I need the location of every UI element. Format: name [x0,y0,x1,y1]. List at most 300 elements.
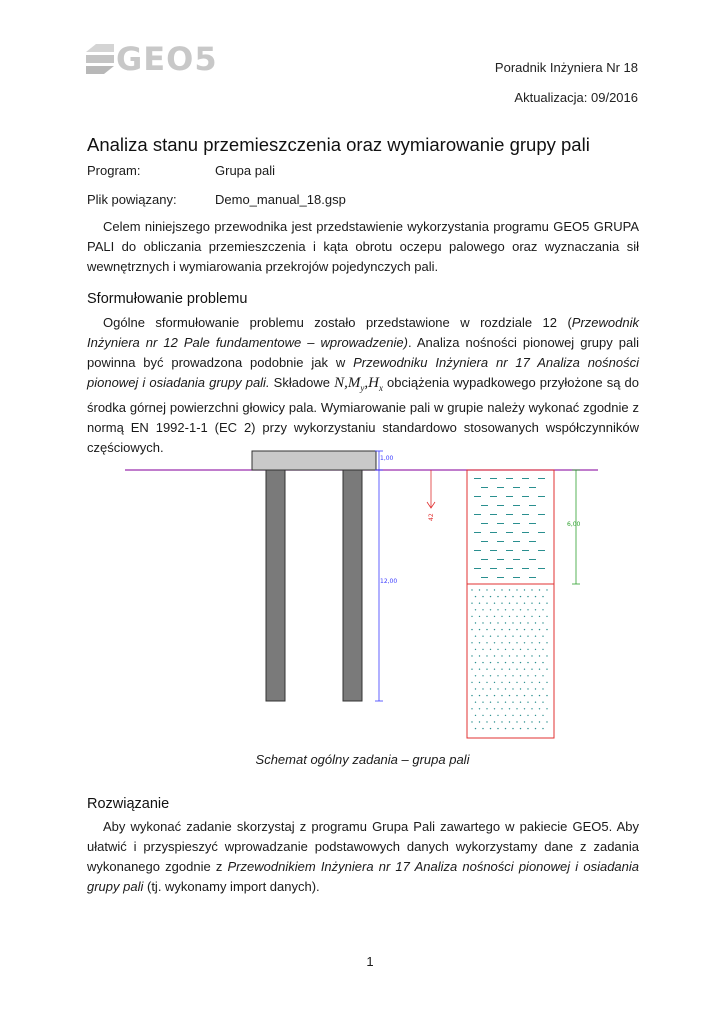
soil-dot [482,636,483,637]
soil-dot [535,688,536,689]
file-label: Plik powiązany: [87,192,177,207]
soil-dot [520,636,521,637]
soil-dot [490,688,491,689]
soil-dot [501,603,502,604]
soil-dot [542,715,543,716]
soil-dot [494,669,495,670]
water-mark [481,541,488,542]
water-mark [474,532,481,533]
soil-dot [527,622,528,623]
soil-dot [471,603,472,604]
soil-dot [520,622,521,623]
soil-dot [490,702,491,703]
soil-dot [471,616,472,617]
soil-dot [482,649,483,650]
water-mark [474,550,481,551]
water-mark [474,496,481,497]
soil-dot [512,609,513,610]
soil-dot [516,603,517,604]
soil-profile [467,470,554,738]
water-mark [522,568,529,569]
soil-dot [505,649,506,650]
water-mark [490,478,497,479]
soil-dot [542,662,543,663]
soil-dot [471,655,472,656]
soil-dot [546,616,547,617]
soil-dot [516,616,517,617]
problem-text-3: Składowe [269,375,335,390]
soil-dot [546,655,547,656]
soil-dot [505,715,506,716]
soil-dot [509,669,510,670]
soil-dot [512,596,513,597]
soil-dot [539,616,540,617]
soil-dot [512,715,513,716]
water-mark [497,487,504,488]
soil-dot [505,609,506,610]
soil-dot [516,682,517,683]
soil-dot [531,589,532,590]
soil-dot [490,715,491,716]
soil-dot [494,721,495,722]
soil-dot [490,675,491,676]
soil-dot [524,708,525,709]
problem-ref-1: Przewodnik Inżyniera nr 12 Pale fundamentowe – wprowadzenie) [87,315,639,350]
file-value: Demo_manual_18.gsp [215,192,346,207]
soil-dot [535,675,536,676]
water-mark [522,532,529,533]
soil-dot [527,728,528,729]
water-layer [474,478,545,578]
soil-dot [542,728,543,729]
soil-dot [524,695,525,696]
water-mark [513,505,520,506]
update-date: Aktualizacja: 09/2016 [514,90,638,105]
soil-dot [471,695,472,696]
water-mark [538,514,545,515]
soil-dot [542,675,543,676]
soil-dot [535,622,536,623]
soil-dot [524,642,525,643]
water-mark [506,514,513,515]
water-mark [481,505,488,506]
soil-dot [479,616,480,617]
page-number: 1 [366,954,374,969]
soil-dot [509,642,510,643]
soil-dot [490,636,491,637]
soil-dot [471,669,472,670]
intro-paragraph [87,217,639,277]
soil-dot [505,662,506,663]
soil-dot [539,708,540,709]
soil-dot [531,616,532,617]
soil-dot [471,629,472,630]
soil-dot [471,708,472,709]
soil-dot [479,603,480,604]
soil-dot [531,708,532,709]
water-mark [538,550,545,551]
water-mark [497,523,504,524]
water-mark [490,496,497,497]
soil-dot [535,636,536,637]
water-mark [474,478,481,479]
soil-dot [494,616,495,617]
soil-dot [527,662,528,663]
soil-dot [475,596,476,597]
water-mark [481,487,488,488]
water-mark [506,568,513,569]
soil-dot [482,715,483,716]
soil-dot [475,688,476,689]
soil-dot [497,636,498,637]
soil-dot [482,622,483,623]
pile-cap [252,451,376,470]
soil-dot [494,603,495,604]
soil-dot [512,622,513,623]
water-mark [522,550,529,551]
soil-dot [546,669,547,670]
soil-dot [494,682,495,683]
soil-dot [509,708,510,709]
soil-dot [516,589,517,590]
soil-dot [475,649,476,650]
soil-dot [475,662,476,663]
solution-text-1: Aby wykonać zadanie skorzystaj z programu Grupa Pali zawartego w pakiecie GEO5. Aby ułatwić i przyspieszyć wprowadzanie podstawowych danych wykorzystamy dane z zadania wykonanego zgodnie z [87,819,639,874]
soil-dot [516,629,517,630]
soil-dot [520,609,521,610]
intro-text: Celem niniejszego przewodnika jest przedstawienie wykorzystania programu GEO5 GRUPA PALI do obliczania przemieszczenia i kąta obrotu oczepu palowego oraz wyznaczania sił wewnętrznych i wymiarowania przekrojów pojedynczych pali. [87,219,639,274]
pile-group-diagram [120,446,600,746]
soil-dot [475,715,476,716]
water-mark [538,478,545,479]
soil-dot [505,675,506,676]
soil-dot [539,655,540,656]
water-mark [513,523,520,524]
soil-dot [497,609,498,610]
water-mark [506,496,513,497]
soil-dot [501,655,502,656]
soil-dot [531,669,532,670]
soil-dot [531,629,532,630]
soil-dot [524,616,525,617]
soil-dot [490,609,491,610]
problem-paragraph [87,313,639,458]
problem-text-1: Ogólne sformułowanie problemu zostało przedstawione w rozdziale 12 ( [103,315,572,330]
soil-dot [501,682,502,683]
soil-dot [509,682,510,683]
soil-dot [516,721,517,722]
water-mark [497,505,504,506]
soil-dot [542,636,543,637]
water-mark [497,577,504,578]
soil-dot [497,649,498,650]
soil-dot [475,728,476,729]
soil-dot [505,596,506,597]
soil-dot [479,682,480,683]
soil-dot [527,609,528,610]
soil-dot [509,695,510,696]
water-mark [474,568,481,569]
soil-dot [520,596,521,597]
soil-dot [546,642,547,643]
soil-dot [524,655,525,656]
soil-dot [486,655,487,656]
soil-dot [524,682,525,683]
soil-dot [479,655,480,656]
soil-dot [509,603,510,604]
soil-dot [486,682,487,683]
soil-dot [512,649,513,650]
soil-dot [486,708,487,709]
soil-dot [486,669,487,670]
soil-dot [494,629,495,630]
water-mark [497,541,504,542]
soil-dot [527,596,528,597]
soil-dot [501,708,502,709]
soil-dot [494,708,495,709]
soil-dot [535,715,536,716]
program-label: Program: [87,163,141,178]
soil-dot [535,728,536,729]
soil-dot [535,702,536,703]
soil-dot [471,721,472,722]
soil-dot [482,728,483,729]
soil-dot [497,596,498,597]
water-mark [522,478,529,479]
soil-dot [539,695,540,696]
soil-dot [475,622,476,623]
soil-dot [516,708,517,709]
soil-dot [486,642,487,643]
water-mark [481,577,488,578]
soil-dot [475,636,476,637]
solution-paragraph [87,817,639,897]
soil-dot [479,642,480,643]
soil-dot [539,589,540,590]
water-mark [481,559,488,560]
section-heading-solution: Rozwiązanie [87,796,170,812]
soil-dot [516,655,517,656]
soil-dot [501,721,502,722]
soil-dot [505,688,506,689]
soil-dot [539,682,540,683]
soil-dot [494,642,495,643]
soil-dot [486,721,487,722]
soil-dot [527,702,528,703]
soil-dot [535,649,536,650]
water-mark [522,496,529,497]
soil-dot [539,642,540,643]
soil-dot [509,629,510,630]
soil-dot [497,688,498,689]
soil-dot [524,721,525,722]
soil-dot [497,662,498,663]
water-mark [529,541,536,542]
water-mark [513,541,520,542]
soil-dot [509,721,510,722]
soil-dot [482,688,483,689]
soil-dot [497,675,498,676]
soil-dot [546,695,547,696]
soil-dot [524,603,525,604]
soil-dot [471,589,472,590]
geo5-logo-text: GEO5 [116,40,218,78]
soil-dot [501,616,502,617]
geo5-logo [86,40,218,78]
water-mark [474,514,481,515]
soil-layer-dots [471,589,547,729]
program-value: Grupa pali [215,163,275,178]
problem-text-2: . Analiza nośności pionowej grupy pali powinna być prowadzona podobnie jak w [87,335,640,370]
water-mark [497,559,504,560]
soil-dot [542,622,543,623]
soil-dot [479,589,480,590]
water-mark [513,559,520,560]
soil-dot [535,662,536,663]
water-mark [529,523,536,524]
soil-dot [520,688,521,689]
water-mark [506,532,513,533]
soil-dot [527,636,528,637]
soil-dot [486,589,487,590]
pile-right [343,470,362,701]
soil-dot [520,662,521,663]
soil-dot [479,708,480,709]
soil-dot [527,715,528,716]
problem-text-4: obciążenia wypadkowego przyłożone są do środka górnej powierzchni głowicy pala. Wymiarowanie pali w grupie należy wykonać zgodnie z normą EN 1992-1-1 (EC 2) przy wykorzystaniu standardowo stosowanych współczynników częściowych. [87,375,639,455]
soil-dot [546,708,547,709]
soil-dot [512,636,513,637]
soil-dot [546,589,547,590]
soil-dot [531,682,532,683]
water-mark [538,532,545,533]
soil-dot [497,622,498,623]
soil-dot [475,609,476,610]
guide-number: Poradnik Inżyniera Nr 18 [494,60,638,75]
soil-dot [501,669,502,670]
water-mark [529,505,536,506]
soil-dot [531,642,532,643]
soil-dot [486,603,487,604]
soil-dot [546,682,547,683]
solution-ref: Przewodnikiem Inżyniera nr 17 Analiza nośności pionowej i osiadania grupy pali [87,859,639,894]
water-depth-label: 6,00 [567,521,581,528]
soil-dot [546,721,547,722]
soil-dot [520,649,521,650]
soil-dot [520,728,521,729]
water-mark [490,550,497,551]
soil-dot [509,655,510,656]
soil-dot [479,695,480,696]
soil-dot [479,721,480,722]
water-mark [506,478,513,479]
soil-dot [490,622,491,623]
soil-dot [486,616,487,617]
soil-dot [546,629,547,630]
soil-dot [542,649,543,650]
water-mark [529,559,536,560]
figure-caption: Schemat ogólny zadania – grupa pali [255,752,470,767]
soil-dot [482,675,483,676]
soil-dot [475,675,476,676]
soil-dot [531,695,532,696]
water-mark [522,514,529,515]
soil-dot [494,589,495,590]
soil-dot [524,589,525,590]
soil-dot [535,609,536,610]
soil-dot [471,682,472,683]
soil-dot [524,669,525,670]
water-mark [490,514,497,515]
soil-dot [512,688,513,689]
solution-text-2: (tj. wykonamy import danych). [143,879,320,894]
soil-dot [516,669,517,670]
soil-dot [516,695,517,696]
soil-dot [531,721,532,722]
soil-dot [531,655,532,656]
cap-thickness-label: 1,00 [380,455,394,462]
soil-dot [490,662,491,663]
soil-dot [524,629,525,630]
soil-dot [546,603,547,604]
soil-dot [542,702,543,703]
water-mark [490,532,497,533]
soil-dot [509,589,510,590]
water-mark [506,550,513,551]
soil-dot [501,695,502,696]
soil-dot [505,622,506,623]
pile-left [266,470,285,701]
soil-dot [497,715,498,716]
soil-dot [501,642,502,643]
soil-dot [490,596,491,597]
water-mark [529,577,536,578]
soil-dot [512,702,513,703]
soil-dot [471,642,472,643]
soil-dot [494,655,495,656]
soil-dot [520,702,521,703]
problem-ref-2: Przewodniku Inżyniera nr 17 Analiza nośności pionowej i osiadania grupy pali. [87,355,639,390]
soil-dot [479,669,480,670]
soil-dot [482,702,483,703]
water-mark [513,577,520,578]
soil-dot [542,609,543,610]
water-mark [538,496,545,497]
soil-dot [520,675,521,676]
soil-dot [486,629,487,630]
load-components-formula: $N,M_y,H_x$ [334,375,383,393]
section-heading-problem: Sformułowanie problemu [87,291,248,307]
soil-dot [490,728,491,729]
soil-dot [501,589,502,590]
soil-dot [527,688,528,689]
soil-dot [531,603,532,604]
soil-dot [482,596,483,597]
water-mark [490,568,497,569]
geo5-logo-mark-icon [86,44,114,74]
soil-dot [482,609,483,610]
load-label: 42 [428,513,435,521]
soil-dot [494,695,495,696]
soil-dot [497,728,498,729]
water-mark [481,523,488,524]
soil-dot [479,629,480,630]
page-title: Analiza stanu przemieszczenia oraz wymiarowanie grupy pali [87,134,590,155]
soil-dot [539,669,540,670]
soil-dot [516,642,517,643]
soil-dot [542,688,543,689]
water-mark [538,568,545,569]
